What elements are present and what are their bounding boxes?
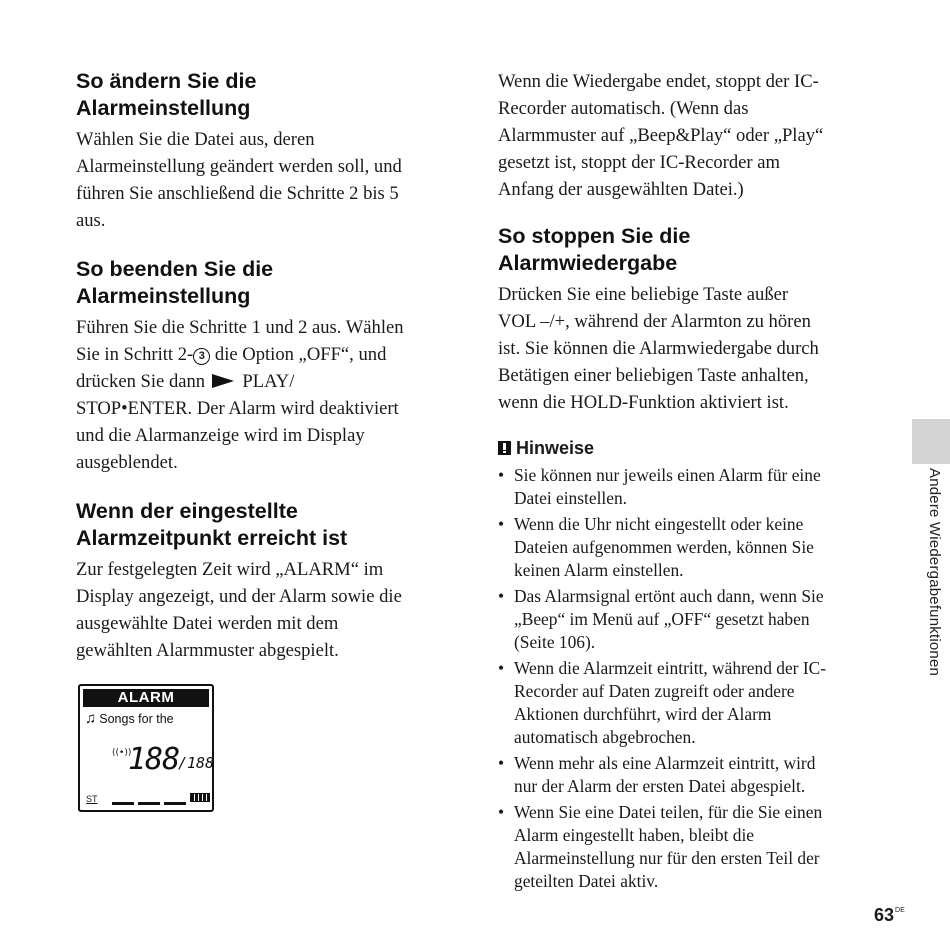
paragraph-playback-end: [498, 68, 878, 203]
text-line: drücken Sie dann: [76, 371, 210, 392]
text-line: Alarm eingestellt haben, bleibt die: [514, 825, 755, 845]
right-column: [498, 68, 878, 896]
paragraph-end-alarm: [76, 314, 454, 476]
text-line: geteilten Datei aktiv.: [514, 871, 659, 891]
text-line: STOP•ENTER. Der Alarm wird deaktiviert: [76, 398, 399, 419]
text-line: Recorder auf Daten zugreift oder andere: [514, 681, 795, 701]
text-line: und die Alarmanzeige wird im Display: [76, 425, 365, 446]
heading-end-alarm: [76, 256, 454, 310]
heading-line: Alarmeinstellung: [76, 284, 251, 308]
list-item: [498, 801, 878, 893]
lcd-dash: [112, 802, 134, 805]
text-line: Aktionen durchführt, wird der Alarm: [514, 704, 772, 724]
paragraph-alarm-reached: [76, 556, 454, 664]
side-section-label: Andere Wiedergabefunktionen: [926, 468, 943, 677]
text-line: Wenn Sie eine Datei teilen, für die Sie einen: [514, 802, 823, 822]
section-change-alarm: [76, 68, 454, 234]
heading-line: So ändern Sie die: [76, 69, 257, 93]
text-line: VOL –/+, während der Alarmton zu hören: [498, 311, 811, 332]
lcd-file-total: /188: [178, 754, 215, 772]
lcd-st-indicator: ST: [86, 794, 98, 804]
heading-line: So stoppen Sie die: [498, 224, 691, 248]
list-item: [498, 657, 878, 749]
heading-line: Alarmzeitpunkt erreicht ist: [76, 526, 348, 550]
text-line: keinen Alarm einstellen.: [514, 560, 684, 580]
text-line: Alarmmuster auf „Beep&Play“ oder „Play“: [498, 125, 824, 146]
text-line: automatisch abgebrochen.: [514, 727, 696, 747]
list-item: [498, 513, 878, 582]
notes-heading-text: Hinweise: [516, 438, 595, 458]
paragraph-stop-alarm: [498, 281, 878, 416]
notes-list: [498, 464, 878, 893]
text-line: Recorder automatisch. (Wenn das: [498, 98, 749, 119]
section-stop-alarm: [498, 223, 878, 416]
heading-line: Alarmwiedergabe: [498, 251, 678, 275]
heading-line: So beenden Sie die: [76, 257, 274, 281]
section-end-alarm: [76, 256, 454, 476]
text-line: Betätigen einer beliebigen Taste anhalten,: [498, 365, 809, 386]
page-language-suffix: DE: [895, 907, 905, 914]
lcd-song-title: [85, 710, 174, 727]
heading-alarm-reached: [76, 498, 454, 552]
note-icon: [498, 441, 511, 455]
text-line: Dateien aufgenommen werden, können Sie: [514, 537, 814, 557]
text-line: Anfang der ausgewählten Datei.): [498, 179, 744, 200]
text-line: Führen Sie die Schritte 1 und 2 aus. Wählen: [76, 317, 404, 338]
text-line: (Seite 106).: [514, 632, 596, 652]
text-line: „Beep“ im Menü auf „OFF“ gesetzt haben: [514, 609, 810, 629]
text-line: Display angezeigt, und der Alarm sowie die: [76, 586, 402, 607]
play-icon: [212, 374, 234, 388]
lcd-song-text: Songs for the: [99, 712, 174, 726]
battery-icon: [190, 793, 210, 802]
text-line: ausgewählte Datei werden mit dem: [76, 613, 339, 634]
lcd-file-number: 188: [128, 742, 180, 777]
text-line: Alarmeinstellung nur für den ersten Teil der: [514, 848, 820, 868]
text-line: ist. Sie können die Alarmwiedergabe durch: [498, 338, 819, 359]
list-item: [498, 752, 878, 798]
list-item: [498, 585, 878, 654]
lcd-alarm-header: ALARM: [83, 689, 209, 707]
text-line: nur der Alarm der ersten Datei abgespielt.: [514, 776, 806, 796]
page-number: [874, 905, 905, 926]
lcd-dash: [164, 802, 186, 805]
heading-change-alarm: [76, 68, 454, 122]
text-line: Alarmeinstellung geändert werden soll, und: [76, 156, 402, 177]
lcd-display-illustration: [78, 684, 214, 812]
text-line: Sie können nur jeweils einen Alarm für eine: [514, 465, 821, 485]
notes-heading: [498, 436, 878, 460]
text-line: gewählten Alarmmuster abgespielt.: [76, 640, 339, 661]
text-line: Wenn die Uhr nicht eingestellt oder keine: [514, 514, 804, 534]
text-line: wenn die HOLD-Funktion aktiviert ist.: [498, 392, 789, 413]
lcd-dash: [138, 802, 160, 805]
text-line: Sie in Schritt 2-: [76, 344, 194, 365]
text-line: PLAY/: [237, 371, 295, 392]
list-item: [498, 464, 878, 510]
circled-step-number-icon: 3: [193, 348, 210, 365]
text-line: Datei einstellen.: [514, 488, 627, 508]
text-line: Drücken Sie eine beliebige Taste außer: [498, 284, 789, 305]
text-line: Zur festgelegten Zeit wird „ALARM“ im: [76, 559, 384, 580]
section-alarm-reached: [76, 498, 454, 664]
text-line: die Option „OFF“, und: [210, 344, 387, 365]
text-line: Wenn die Alarmzeit eintritt, während der IC-: [514, 658, 827, 678]
text-line: Wenn mehr als eine Alarmzeit eintritt, wird: [514, 753, 816, 773]
text-line: ausgeblendet.: [76, 452, 178, 473]
text-line: gesetzt ist, stoppt der IC-Recorder am: [498, 152, 780, 173]
heading-line: Wenn der eingestellte: [76, 499, 298, 523]
text-line: aus.: [76, 210, 106, 231]
text-line: führen Sie anschließend die Schritte 2 bis 5: [76, 183, 399, 204]
section-tab-marker: [912, 419, 950, 464]
heading-stop-alarm: [498, 223, 878, 277]
text-line: Wenn die Wiedergabe endet, stoppt der IC-: [498, 71, 819, 92]
section-playback-end: [498, 68, 878, 203]
music-note-icon: ♫: [85, 710, 97, 727]
page-number-value: 63: [874, 905, 895, 925]
alarm-signal-icon: ((•)): [112, 748, 132, 758]
paragraph-change-alarm: [76, 126, 454, 234]
text-line: Wählen Sie die Datei aus, deren: [76, 129, 315, 150]
heading-line: Alarmeinstellung: [76, 96, 251, 120]
left-column: [76, 68, 454, 686]
text-line: Das Alarmsignal ertönt auch dann, wenn Sie: [514, 586, 824, 606]
